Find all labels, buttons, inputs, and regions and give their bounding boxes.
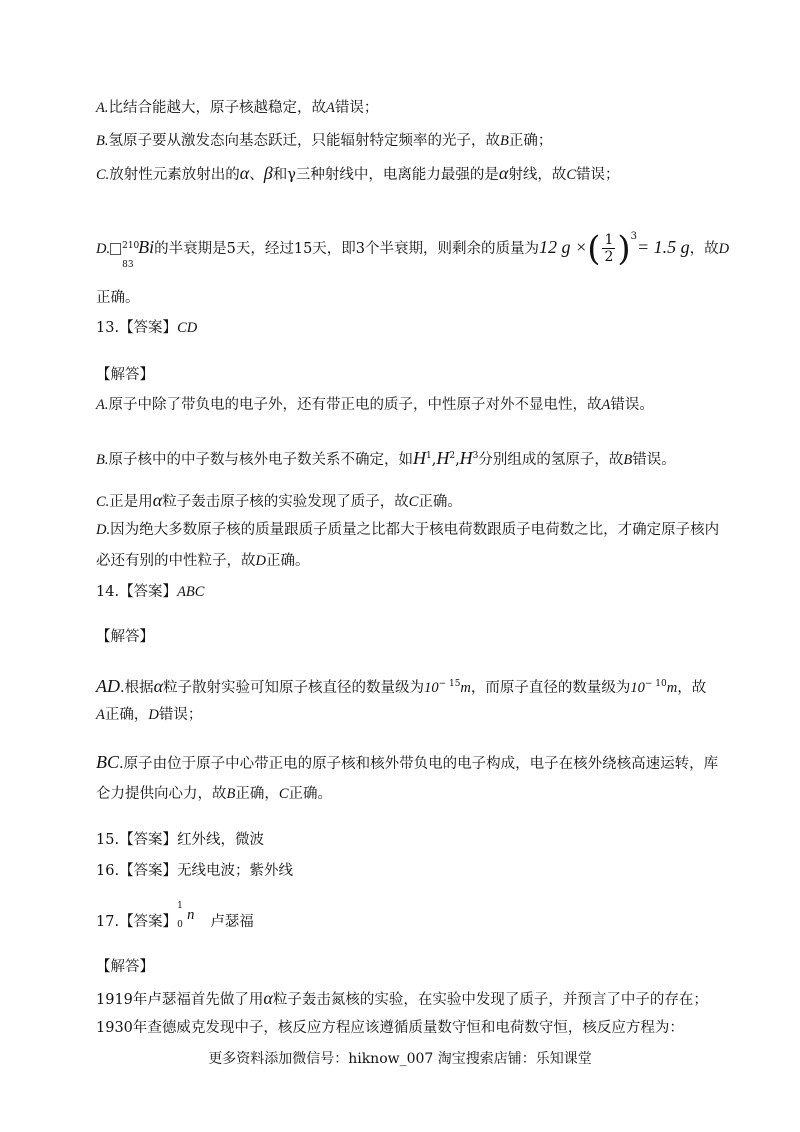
solution-heading-13: 【解答】 [96, 367, 154, 383]
neutron-nuclide-indices: 1 0 [177, 901, 183, 930]
answer-14: 14.【答案】ABC [96, 584, 205, 600]
line-14-ad-continued: A正确，D错误； [96, 707, 203, 723]
answer-16: 16.【答案】无线电波；紫外线 [96, 863, 294, 879]
line-13-d: D.因为绝大多数原子核的质量跟质子质量之比都大于核电荷数跟质子电荷数之比，才确定原子核内 [96, 522, 720, 538]
line-13-b: B.原子核中的中子数与核外电子数关系不确定，如$H^1,H^2,H^3$分别组成的氢原子，故B错误。 [96, 447, 676, 468]
bi-nuclide-indices: 210 83 [122, 240, 140, 270]
answer-13: 13.【答案】CD [96, 320, 198, 336]
line-a-binding-energy: A.比结合能越大，原子核越稳定，故A错误； [96, 100, 379, 116]
line-d-continued: 正确。 [96, 290, 140, 306]
line-d-half-life: D. 210 83 Bi的半衰期是5天，经过15天，即3个半衰期，则剩余的质量为12 g ×( $\frac{1}{2}$ )$^3$= 1.5 g，故D [96, 228, 730, 270]
line-14-bc: BC.原子由位于原子中心带正电的原子核和核外带负电的电子构成，电子在核外绕核高速运转，库 [96, 752, 719, 772]
line-14-bc-continued: 仑力提供向心力，故B正确，C正确。 [96, 786, 333, 802]
solution-heading-17: 【解答】 [96, 959, 154, 975]
line-17-chadwick: 1930年查德威克发现中子，核反应方程应该遵循质量数守恒和电荷数守恒，核反应方程为： [96, 1020, 684, 1036]
right-paren: ) [617, 228, 631, 269]
missing-glyph-box [110, 243, 121, 255]
line-c-radiation: C.放射性元素放射出的α、β和γ三种射线中，电离能力最强的是α射线，故C错误； [96, 163, 620, 183]
answer-17: 17.【答案】 1 0 n 卢瑟福 [96, 901, 254, 930]
line-b-hydrogen: B.氢原子要从激发态向基态跃迁，只能辐射特定频率的光子，故B正确； [96, 133, 553, 149]
left-paren: ( [587, 228, 601, 269]
solution-heading-14: 【解答】 [96, 629, 154, 645]
line-17-rutherford: 1919年卢瑟福首先做了用α粒子轰击氮核的实验，在实验中发现了质子，并预言了中子的存在； [96, 988, 708, 1008]
line-13-a: A.原子中除了带负电的电子外，还有带正电的质子，中性原子对外不显电性，故A错误。 [96, 397, 654, 413]
fraction-one-half: $\frac{1}{2}$ [604, 232, 614, 266]
line-13-c: C.正是用α粒子轰击原子核的实验发现了质子，故C正确。 [96, 490, 462, 510]
page-footer: 更多资料添加微信号：hiknow_007 淘宝搜索店铺：乐知课堂 [208, 1051, 592, 1067]
answer-15: 15.【答案】红外线，微波 [96, 832, 265, 848]
line-14-ad: AD.根据α粒子散射实验可知原子核直径的数量级为$10^{- 15}m$，而原子直径的数量级为$10^{- 10}m$，故 [96, 675, 707, 696]
line-13-d-continued: 必还有别的中性粒子，故D正确。 [96, 553, 310, 569]
